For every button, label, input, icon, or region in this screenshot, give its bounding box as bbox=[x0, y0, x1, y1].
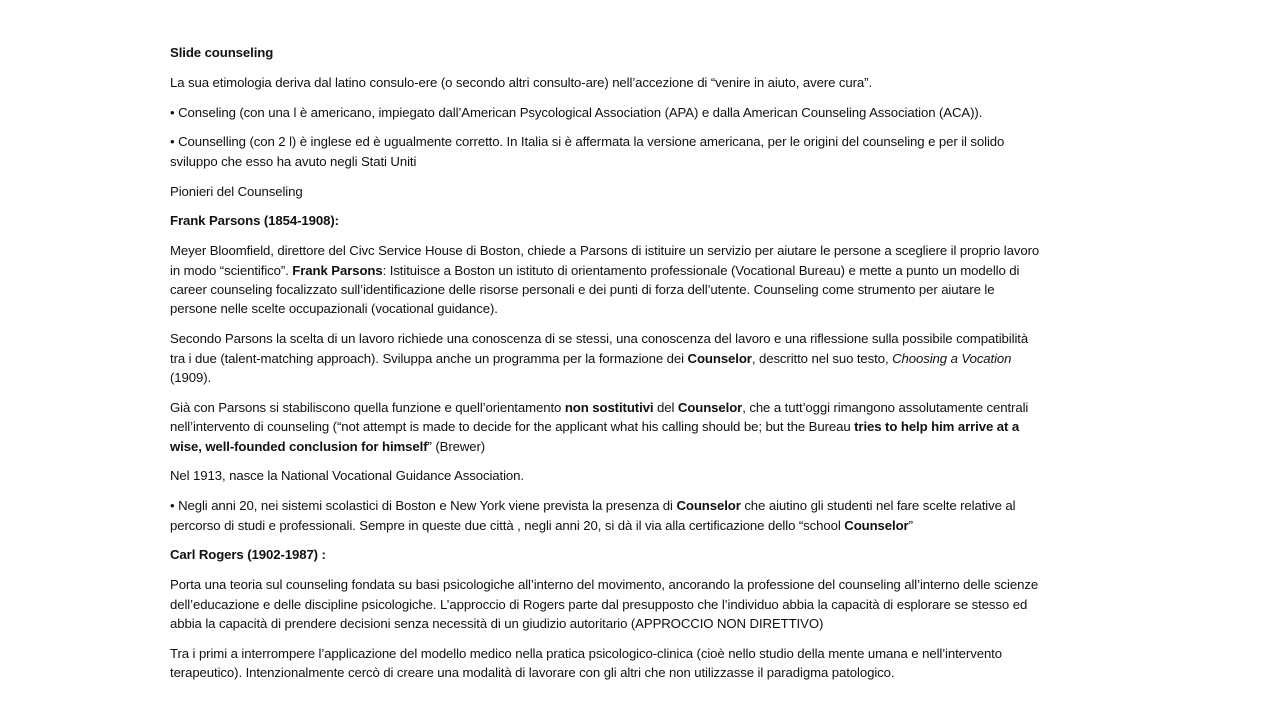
paragraph-rogers: Porta una teoria sul counseling fondata su basi psicologiche all’interno del movimento, ancorando la professione del counseling all’interno delle scienze dell’educazione e delle discipline psicologiche. L’approccio di Rogers parte dal presupposto che l’individuo abbia la capacità di esplorare se stesso ed abbia la capacità di prendere decisioni senza necessità di un giudizio autoritario (APPROCCIO NON DIRETTIVO) bbox=[170, 577, 1039, 632]
paragraph-tra: Tra i primi a interrompere l’applicazione del modello medico nella pratica psicologico-clinica (cioè nello studio della mente umana e nell’intervento terapeutico). Intenzionalmente cercò di creare una modalità di lavorare con gli altri che non utilizzasse il paradigma patologico. bbox=[170, 645, 1002, 681]
document-title: Slide counseling bbox=[170, 45, 274, 60]
heading-parsons: Frank Parsons (1854-1908): bbox=[170, 213, 339, 229]
paragraph-negli: • Negli anni 20, nei sistemi scolastici di Boston e New York viene prevista la presenza di Counselor che aiutino gli studenti nel fare scelte relative al percorso di studi e professionali. Sempre in queste due città , negli anni 20, si dà il via alla certificazione dello “school Counselor” bbox=[170, 498, 1016, 533]
paragraph-counselling: • Counselling (con 2 l) è inglese ed è ugualmente corretto. In Italia si è affermata la versione americana, per le origini del counseling e per il solido sviluppo che esso ha avuto negli Stati Uniti bbox=[170, 134, 1005, 169]
paragraph-conseling: • Conseling (con una l è americano, impiegato dall’American Psycological Association (APA) e dalla American Counseling Association (ACA)). bbox=[170, 104, 983, 120]
heading-rogers: Carl Rogers (1902-1987) : bbox=[170, 547, 326, 563]
paragraph-nel1913: Nel 1913, nasce la National Vocational Guidance Association. bbox=[170, 468, 524, 484]
section-pionieri: Pionieri del Counseling bbox=[170, 183, 303, 199]
paragraph-etymology: La sua etimologia deriva dal latino consulo-ere (o secondo altri consulto-are) nell’accezione di “venire in aiuto, avere cura”. bbox=[170, 74, 873, 90]
paragraph-meyer: Meyer Bloomfield, direttore del Civc Service House di Boston, chiede a Parsons di istituire un servizio per aiutare le persone a scegliere il proprio lavoro in modo “scientifico”. Frank Parsons: Istituisce a Boston un istituto di orientamento professionale (Vocational Bureau) e mette a punto un modello di career counseling focalizzato sull’identificazione delle risorse personali e dei punti di forza dell’utente. Counseling come strumento per aiutare le persone nelle scelte occupazionali (vocational guidance). bbox=[170, 243, 1040, 317]
document-page bbox=[170, 43, 1040, 693]
paragraph-secondo: Secondo Parsons la scelta di un lavoro richiede una conoscenza di se stessi, una conoscenza del lavoro e una riflessione sulla possibile compatibilità tra i due (talent-matching approach). Sviluppa anche un programma per la formazione dei Counselor, descritto nel suo testo, Choosing a Vocation (1909). bbox=[170, 331, 1029, 386]
paragraph-gia: Già con Parsons si stabiliscono quella funzione e quell’orientamento non sostitutivi del Counselor, che a tutt’oggi rimangono assolutamente centrali nell’intervento di counseling (“not attempt is made to decide for the applicant what his calling should be; but the Bureau tries to help him arrive at a wise, well-founded conclusion for himself” (Brewer) bbox=[170, 399, 1029, 454]
